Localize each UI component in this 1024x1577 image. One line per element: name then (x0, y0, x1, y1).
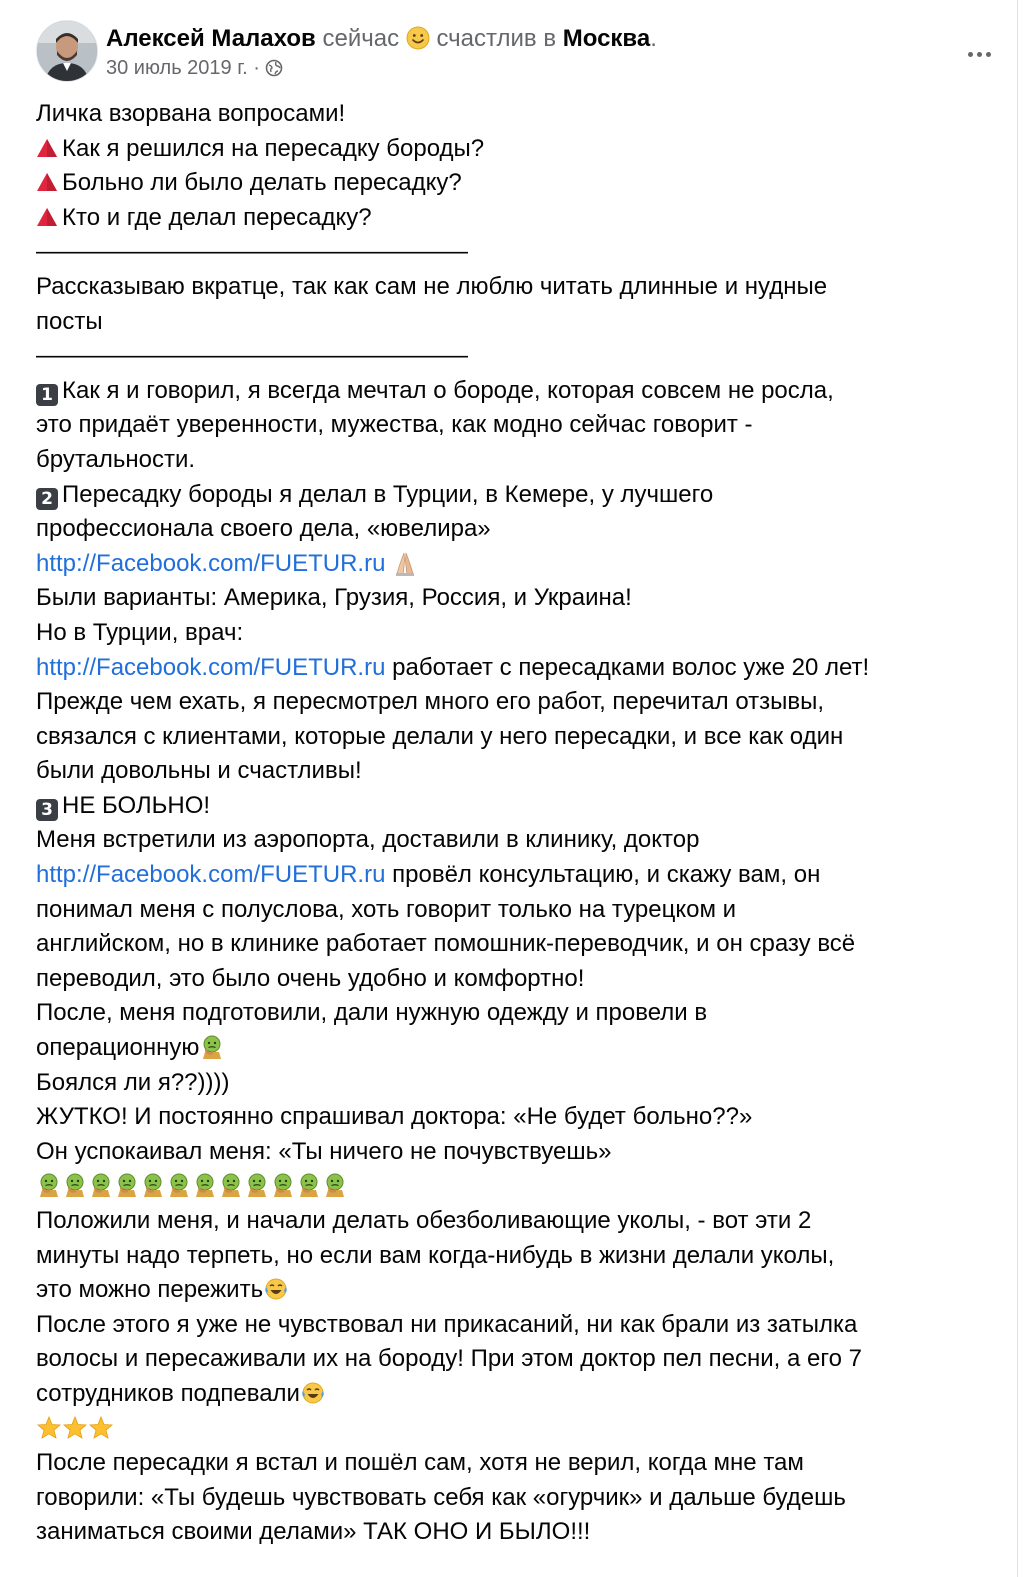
post-text: ЖУТКО! И постоянно спрашивал доктора: «Не будет больно??» (36, 1103, 753, 1131)
post-text: профессионала своего дела, «ювелира» (36, 515, 491, 543)
post-header (36, 20, 997, 84)
post-text: —————————————————— (36, 238, 468, 266)
post-text-line (36, 512, 1006, 547)
post-text-line (36, 1308, 1006, 1343)
post-text: работает с пересадками волос уже 20 лет! (385, 653, 870, 681)
post-text-line (36, 1446, 1006, 1481)
post-text-line (36, 996, 1006, 1031)
post-text: Меня встретили из аэропорта, доставили в клинику, доктор (36, 826, 700, 854)
post-text-line (36, 270, 1006, 305)
nauseated-face-icon (296, 1172, 322, 1199)
post-text: провёл консультацию, и скажу вам, он (385, 861, 821, 889)
post-text-line (36, 893, 1006, 928)
keycap-number-3-icon: 3 (36, 799, 58, 821)
post-text: НЕ БОЛЬНО! (62, 791, 211, 819)
nauseated-face-icon (270, 1172, 296, 1199)
smiling-face-icon (406, 26, 430, 50)
post-text: Положили меня, и начали делать обезболивающие уколы, - вот эти 2 (36, 1207, 812, 1234)
post-link[interactable]: http://Facebook.com/FUETUR.ru (36, 861, 386, 889)
post-text: —————————————————— (36, 342, 468, 370)
more-dot (986, 52, 991, 57)
post-meta (106, 56, 283, 80)
post-text-line (36, 823, 1006, 858)
post-text: связался с клиентами, которые делали у него пересадки, и все как один (36, 722, 844, 750)
post-text: Были варианты: Америка, Грузия, Россия, и Украина! (36, 584, 632, 612)
post-text-line (36, 651, 1006, 686)
post-text: переводил, это было очень удобно и комфортно! (36, 964, 585, 992)
author-name[interactable]: Алексей Малахов (106, 25, 316, 52)
nauseated-face-icon (114, 1172, 140, 1199)
post-text-line (36, 962, 1006, 997)
post-text-line (36, 235, 1006, 270)
nauseated-face-icon (140, 1172, 166, 1199)
meta-separator: · (253, 57, 260, 79)
post-text-line (36, 1100, 1006, 1135)
author-avatar[interactable] (36, 20, 98, 82)
star-icon (36, 1415, 62, 1442)
post-text-line (36, 1273, 1006, 1308)
post-text-line (36, 408, 1006, 443)
post-text-line (36, 201, 1006, 236)
post-text-line (36, 754, 1006, 789)
nauseated-face-icon (218, 1172, 244, 1199)
bottom-fade (0, 1565, 1018, 1577)
nauseated-face-icon (192, 1172, 218, 1199)
tears-of-joy-icon (263, 1276, 289, 1303)
post-text-line (36, 547, 1006, 582)
post-text: Боялся ли я??)))) (36, 1068, 230, 1096)
post-date[interactable]: 30 июль 2019 г. (106, 57, 248, 79)
feeling-text: счастлив в (436, 25, 557, 52)
globe-icon[interactable] (265, 59, 283, 77)
post-text-line (36, 478, 1006, 513)
post-text: Больно ли было делать пересадку? (62, 169, 462, 197)
post-text: Личка взорвана вопросами! (36, 100, 346, 127)
post-text-line (36, 789, 1006, 824)
more-options-button[interactable] (961, 36, 997, 72)
post-title-line (106, 24, 657, 54)
post-text: Пересадку бороды я делал в Турции, в Кемере, у лучшего (62, 480, 714, 508)
post-text: Но в Турции, врач: (36, 618, 244, 646)
post-text-line (36, 1239, 1006, 1274)
post-text-line (36, 1169, 1006, 1204)
post-text: После этого я уже не чувствовал ни прикасаний, ни как брали из затылка (36, 1310, 858, 1338)
nauseated-face-icon (244, 1172, 270, 1199)
nauseated-face-icon (199, 1034, 225, 1061)
post-text-line (36, 858, 1006, 893)
post-text-line (36, 132, 1006, 167)
nauseated-face-icon (88, 1172, 114, 1199)
post-text: Как я и говорил, я всегда мечтал о бороде, которая совсем не росла, (62, 376, 834, 404)
red-triangle-icon (36, 204, 62, 231)
post-text: посты (36, 307, 103, 335)
post-text: сотрудников подпевали (36, 1379, 300, 1407)
post-text: операционную (36, 1034, 200, 1062)
post-text: были довольны и счастливы! (36, 757, 362, 785)
post-text: Кто и где делал пересадку? (62, 203, 372, 231)
star-icon (88, 1415, 114, 1442)
post-text-line (36, 1135, 1006, 1170)
post-body (36, 97, 1006, 1550)
post-text-line (36, 339, 1006, 374)
post-text-line (36, 97, 1006, 132)
post-text-line (36, 166, 1006, 201)
post-text: Он успокаивал меня: «Ты ничего не почувствуешь» (36, 1137, 612, 1165)
post-text-line (36, 374, 1006, 409)
post-text-line (36, 1204, 1006, 1239)
post-time-short[interactable]: сейчас (322, 25, 400, 52)
star-icon (62, 1415, 88, 1442)
place-link[interactable]: Москва (562, 25, 651, 52)
post-text: минуты надо терпеть, но если вам когда-нибудь в жизни делали уколы, (36, 1241, 835, 1269)
avatar-portrait-icon (37, 21, 97, 81)
post-text-line (36, 305, 1006, 340)
post-text: брутальности. (36, 445, 196, 473)
post-text-line (36, 581, 1006, 616)
post-text-line (36, 1031, 1006, 1066)
post-text-line (36, 1066, 1006, 1101)
post-link[interactable]: http://Facebook.com/FUETUR.ru (36, 653, 386, 681)
post-text: говорили: «Ты будешь чувствовать себя как «огурчик» и дальше будешь (36, 1483, 846, 1511)
more-dot (977, 52, 982, 57)
post-text-line (36, 443, 1006, 478)
post-text-line (36, 1515, 1006, 1550)
post-text-line (36, 1412, 1006, 1447)
post-text-line (36, 1481, 1006, 1516)
post-text: волосы и пересаживали их на бороду! При этом доктор пел песни, а его 7 (36, 1345, 862, 1373)
post-text-line (36, 1342, 1006, 1377)
nauseated-face-icon (62, 1172, 88, 1199)
post-text-line (36, 720, 1006, 755)
post-text: это можно пережить (36, 1276, 264, 1304)
praying-hands-icon (392, 550, 418, 577)
nauseated-face-icon (322, 1172, 348, 1199)
post-text: это придаёт уверенности, мужества, как модно сейчас говорит - (36, 411, 753, 439)
post-text-line (36, 927, 1006, 962)
keycap-number-1-icon: 1 (36, 384, 58, 406)
post-text: Прежде чем ехать, я пересмотрел много его работ, перечитал отзывы, (36, 688, 825, 716)
place-dot: . (650, 25, 657, 52)
red-triangle-icon (36, 135, 62, 162)
red-triangle-icon (36, 169, 62, 196)
post-text: английском, но в клинике работает помошник-переводчик, и он сразу всё (36, 930, 856, 958)
post-text: Рассказываю вкратце, так как сам не люблю читать длинные и нудные (36, 272, 828, 300)
post-text-line (36, 1377, 1006, 1412)
post-link[interactable]: http://Facebook.com/FUETUR.ru (36, 549, 386, 577)
keycap-number-2-icon: 2 (36, 488, 58, 510)
post-text-line (36, 685, 1006, 720)
more-options-icon (968, 52, 973, 57)
post-text: После, меня подготовили, дали нужную одежду и провели в (36, 999, 708, 1027)
nauseated-face-icon (166, 1172, 192, 1199)
tears-of-joy-icon (300, 1380, 326, 1407)
post-text: Как я решился на пересадку бороды? (62, 134, 485, 162)
post-text: заниматься своими делами» ТАК ОНО И БЫЛО!!! (36, 1518, 591, 1546)
post-text-line (36, 616, 1006, 651)
post-text: понимал меня с полуслова, хоть говорит только на турецком и (36, 895, 737, 923)
post-text: После пересадки я встал и пошёл сам, хотя не верил, когда мне там (36, 1449, 804, 1477)
nauseated-face-icon (36, 1172, 62, 1199)
